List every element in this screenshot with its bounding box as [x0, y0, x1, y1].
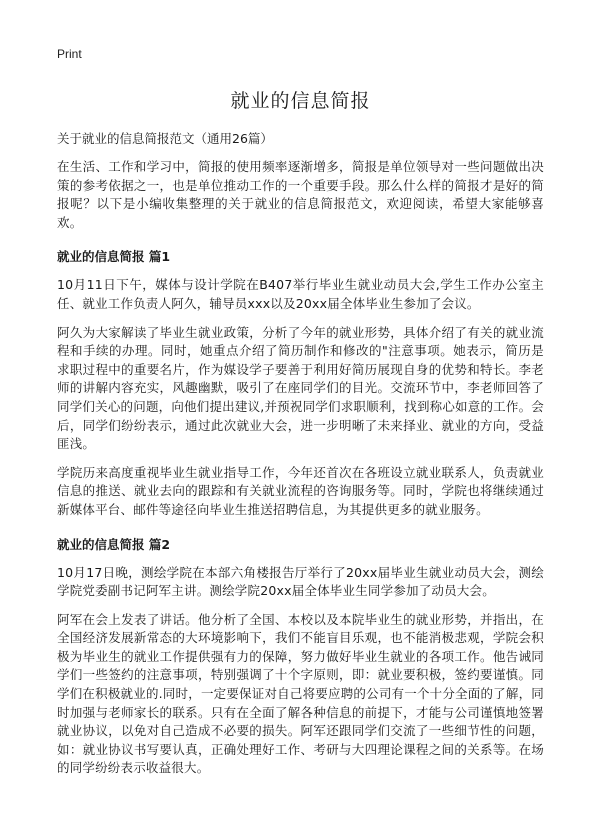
print-link[interactable]: Print	[57, 47, 82, 61]
document-subtitle: 关于就业的信息简报范文（通用26篇）	[57, 131, 273, 146]
section-heading-2: 就业的信息简报 篇2	[57, 536, 171, 552]
section-2-paragraph-1: 10月17日晚，测绘学院在本部六角楼报告厅举行了20xx届毕业生就业动员大会，测绘学院党委副书记阿军主讲。测绘学院20xx届全体毕业生同学参加了动员大会。	[57, 564, 544, 599]
intro-paragraph: 在生活、工作和学习中，简报的使用频率逐渐增多，简报是单位领导对一些问题做出决策的参考依据之一，也是单位推动工作的一个重要手段。那么什么样的简报才是好的简报呢？以下是小编收集整理的关于就业的信息简报范文，欢迎阅读，希望大家能够喜欢。	[57, 159, 544, 230]
page-title: 就业的信息简报	[230, 90, 371, 112]
section-1-paragraph-1: 10月11日下午，媒体与设计学院在B407举行毕业生就业动员大会,学生工作办公室主任、就业工作负责人阿久，辅导员xxx以及20xx届全体毕业生参加了会议。	[57, 277, 544, 311]
section-1-paragraph-3: 学院历来高度重视毕业生就业指导工作，今年还首次在各班设立就业联系人，负责就业信息的推送、就业去向的跟踪和有关就业流程的咨询服务等。同时，学院也将继续通过新媒体平台、邮件等途径向毕业生推送招聘信息，为其提供更多的就业服务。	[57, 464, 544, 517]
section-2-paragraph-2: 阿军在会上发表了讲话。他分析了全国、本校以及本院毕业生的就业形势，并指出，在全国经济发展新常态的大环境影响下，我们不能盲目乐观，也不能消极悲观，学院会积极为毕业生的就业工作提供强有力的保障，努力做好毕业生就业的各项工作。他告诫同学们一些签约的注意事项，特别强调了十个字原则，即：就业要积极，签约要谨慎。同学们在积极就业的.同时，一定要保证对自己将要应聘的公司有一个十分全面的了解，同时加强与老师家长的联系。只有在全面了解各种信息的前提下，才能与公司谨慎地签署就业协议，以免对自己造成不必要的损失。阿军还跟同学们交流了一些细节性的问题，如：就业协议书写要认真，正确处理好工作、考研与大四理论课程之间的关系等。在场的同学纷纷表示收益很大。	[57, 611, 544, 776]
section-heading-1: 就业的信息简报 篇1	[57, 249, 171, 265]
section-1-paragraph-2: 阿久为大家解读了毕业生就业政策，分析了今年的就业形势，具体介绍了有关的就业流程和手续的办理。同时，她重点介绍了简历制作和修改的"注意事项。她表示，简历是求职过程中的重要名片，作为媒设学子要善于利用好简历展现自身的优势和特长。李老师的讲解内容充实，风趣幽默，吸引了在座同学们的目光。交流环节中，李老师回答了同学们关心的问题，向他们提出建议,并预祝同学们求职顺利，找到称心如意的工作。会后，同学们纷纷表示，通过此次就业大会，进一步明晰了未来择业、就业的方向，受益匪浅。	[57, 324, 544, 452]
